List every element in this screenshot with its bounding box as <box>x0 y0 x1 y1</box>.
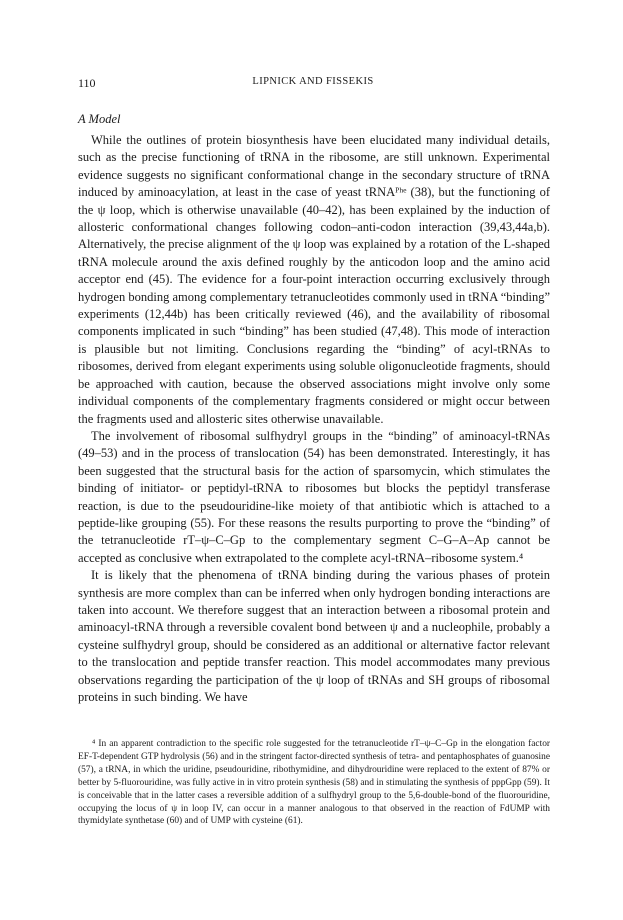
section-title: A Model <box>78 112 121 126</box>
footnote-text: ⁴ In an apparent contradiction to the specific role suggested for the tetranucleotide rT–ψ–C–Gp in the elongation factor EF-T-dependent GTP hydrolysis (56) and in the stringent factor-directed synthesis of tetra- and pentaphosphates of guanosine (57), a tRNA, in which the uridine, pseudouridine, ribothymidine, and dihydrouridine were replaced to the extent of 87% or better by 5-fluorouridine, was fully active in in vitro protein synthesis (58) and in stimulating the synthesis of pppGpp (59). It is conceivable that in the latter cases a reversible addition of a sulfhydryl group to the 5,6-double-bond of the fluorouridine, occupying the locus of ψ in loop IV, can occur in a manner analogous to that observed in the reaction of FdUMP with thymidylate synthetase (60) and of UMP with cysteine (61). <box>78 739 550 827</box>
body-text <box>78 132 550 706</box>
page-number: 110 <box>78 76 96 90</box>
footnote <box>78 738 550 828</box>
paragraph: The involvement of ribosomal sulfhydryl groups in the “binding” of aminoacyl-tRNAs (49–53) and in the process of translocation (54) has been demonstrated. Interestingly, it has been suggested that the structural basis for the action of sparsomycin, which stimulates the binding of initiator- or peptidyl-tRNA to ribosomes but blocks the peptidyl transferase reaction, is due to the pseudouridine-like moiety of that antibiotic which is attached to a peptide-like grouping (55). For these reasons the results purporting to prove the “binding” of the tetranucleotide rT–ψ–C–Gp to the complementary segment C–G–A–Ap cannot be accepted as conclusive when extrapolated to the complete acyl-tRNA–ribosome system.⁴ <box>78 428 550 565</box>
paragraph: It is likely that the phenomena of tRNA binding during the various phases of protein synthesis are more complex than can be inferred when only hydrogen bonding interactions are taken into account. We therefore suggest that an interaction between a ribosomal protein and aminoacyl-tRNA through a reversible covalent bond between ψ and a nucleophile, probably a cysteine sulfhydryl group, should be considered as an additional or alternative factor relevant to the translocation and peptide transfer reaction. This model accommodates many previous observations regarding the participation of the ψ loop of tRNAs and SH groups of ribosomal proteins in such binding. We have <box>78 568 550 704</box>
running-title: LIPNICK AND FISSEKIS <box>252 76 374 87</box>
paragraph: While the outlines of protein biosynthesis have been elucidated many individual details, such as the precise functioning of tRNA in the ribosome, are still unknown. Experimental evidence suggests no significant conformational change in the secondary structure of tRNA induced by aminoacylation, at least in the case of yeast tRNAᴾʰᵉ (38), but the functioning of the ψ loop, which is otherwise unavailable (40–42), has been explained by the induction of allosteric conformational changes following codon–anti-codon interaction (39,43,44a,b). Alternatively, the precise alignment of the ψ loop was explained by a rotation of the L-shaped tRNA molecule around the axis defined roughly by the anticodon loop and the amino acid acceptor end (45). The evidence for a four-point interaction occurring exclusively through hydrogen bonding among complementary tetranucleotides commonly used in tRNA “binding” experiments (12,44b) has been critically reviewed (46), and the availability of ribosomal components implicated in such “binding” has been studied (47,48). This mode of interaction is plausible but not limiting. Conclusions regarding the “binding” of acyl-tRNAs to ribosomes, derived from elegant experiments using soluble oligonucleotide fragments, should be approached with caution, because the observed associations might involve only some individual components of the complementary fragments considered or might occur between the fragments used and allosteric sites otherwise unavailable. <box>78 133 550 426</box>
page-header <box>78 76 548 92</box>
